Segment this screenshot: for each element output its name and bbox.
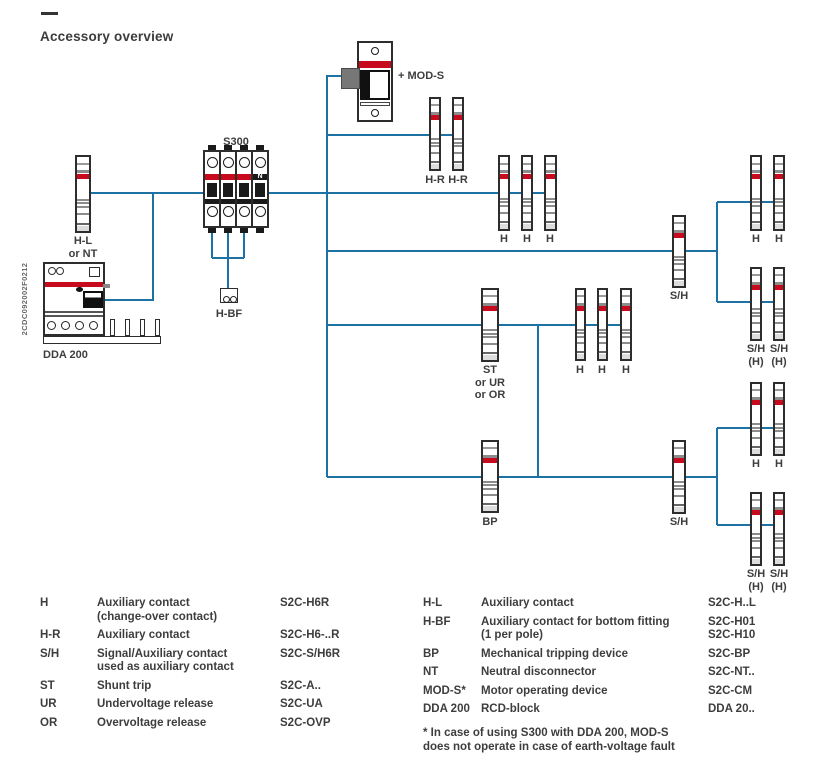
strip-h <box>773 382 785 456</box>
label-line: S/H <box>746 343 766 355</box>
indicator-circle <box>56 267 64 275</box>
toggle <box>239 183 249 197</box>
strip-shh <box>750 492 762 566</box>
terminal-circle <box>47 321 56 330</box>
legend-part-line: S2C-H10 <box>708 629 756 641</box>
legend-abbr: BP <box>423 647 439 660</box>
label-line: H-L <box>73 235 93 247</box>
terminal-circle <box>61 321 70 330</box>
s300-pole-neutral <box>251 152 267 226</box>
legend-row <box>40 629 425 643</box>
strip-h <box>750 155 762 231</box>
legend-desc-line: Overvoltage release <box>97 716 207 729</box>
label-h: H <box>752 233 760 245</box>
label-h: H <box>546 233 554 245</box>
red-band <box>221 174 235 180</box>
terminal-circle <box>207 206 218 217</box>
legend-row <box>40 698 425 712</box>
legend-row <box>423 648 808 662</box>
strip-shh <box>773 492 785 566</box>
neutral-band: N <box>253 174 267 180</box>
legend-row <box>423 666 808 680</box>
legend-part <box>708 616 808 643</box>
legend-desc <box>481 597 708 611</box>
s300-pole <box>235 152 251 226</box>
legend-desc-line: RCD-block <box>481 703 540 715</box>
component-mods <box>357 41 393 122</box>
legend-part-line: S2C-NT.. <box>708 666 755 678</box>
label-hr: H-R <box>448 174 468 186</box>
legend-row <box>40 648 425 675</box>
strip-h <box>750 382 762 456</box>
legend-row <box>423 685 808 699</box>
legend-part <box>280 717 425 731</box>
legend-part <box>280 680 425 694</box>
label-s300: S300 <box>223 136 249 148</box>
strip-h <box>498 155 510 231</box>
legend-abbr: H-R <box>40 629 61 641</box>
legend-row <box>40 597 425 624</box>
legend-part <box>280 629 425 643</box>
label-line: (H) <box>771 355 787 368</box>
label-h: H <box>500 233 508 245</box>
legend-part <box>280 648 425 662</box>
label-line: or OR <box>474 389 506 401</box>
label-hr: H-R <box>425 174 445 186</box>
label-sh: S/H <box>669 290 689 302</box>
legend-desc <box>97 597 280 624</box>
footnote-line: does not operate in case of earth-voltage fault <box>423 740 675 753</box>
label-line: or NT <box>68 247 98 260</box>
screw-circle <box>371 47 379 55</box>
legend-abbr: UR <box>40 698 57 710</box>
terminal-circle <box>75 321 84 330</box>
red-band <box>237 174 251 180</box>
label-line: ST <box>482 364 498 376</box>
strip-h <box>575 288 586 361</box>
indicator-circle <box>48 267 56 275</box>
legend-row <box>423 597 808 611</box>
label-h: H <box>775 233 783 245</box>
legend-row <box>40 717 425 731</box>
legend-abbr: NT <box>423 666 439 678</box>
legend-desc-line: Auxiliary contact <box>97 629 190 641</box>
label-st <box>465 364 515 402</box>
busbar-pin <box>110 319 115 336</box>
component-dda200 <box>43 262 105 336</box>
strip-h <box>597 288 608 361</box>
legend-desc-line: Signal/Auxiliary contact <box>97 647 228 660</box>
terminal-circle <box>255 157 266 168</box>
legend-left <box>40 597 425 735</box>
pole-mid-band <box>221 199 235 204</box>
legend-desc <box>481 685 708 699</box>
legend-part <box>708 666 808 680</box>
pole-mid-band <box>253 199 267 204</box>
strip-h <box>620 288 632 361</box>
label-sh: S/H <box>669 516 689 528</box>
legend-part <box>280 597 425 611</box>
legend-footnote <box>423 726 808 754</box>
terminal-circle <box>255 206 266 217</box>
legend-desc-line: Motor operating device <box>481 684 608 697</box>
label-h: H <box>622 364 630 376</box>
label-line: (H) <box>748 355 764 368</box>
label-hl <box>58 235 108 260</box>
legend-desc <box>97 717 280 731</box>
label-h: H <box>752 458 760 470</box>
strip-sh <box>672 215 686 288</box>
legend-part-line: S2C-A.. <box>280 679 321 692</box>
toggle <box>207 183 217 197</box>
legend-row <box>423 703 808 717</box>
terminal-circle <box>239 157 250 168</box>
body-line <box>45 315 103 317</box>
legend-part-line: S2C-CM <box>708 684 753 697</box>
eye-symbol <box>76 287 83 292</box>
label-bp: BP <box>482 516 498 528</box>
busbar-pin <box>140 319 145 336</box>
s300-pole <box>205 152 219 226</box>
legend-part-line: S2C-BP <box>708 647 751 660</box>
busbar-pin <box>125 319 130 336</box>
strip-hl <box>75 155 91 233</box>
coupling-pin <box>103 284 110 288</box>
strip-h <box>544 155 557 231</box>
toggle <box>255 183 265 197</box>
legend-desc-line: Shunt trip <box>97 679 152 692</box>
label-dda: DDA 200 <box>43 349 88 361</box>
legend-desc-line: Auxiliary contact for bottom fitting <box>481 615 670 628</box>
legend-desc-line: (1 per pole) <box>481 629 543 641</box>
legend-abbr: H-L <box>423 597 443 609</box>
strip-shh <box>750 267 762 341</box>
label-shh <box>761 343 797 368</box>
legend-row <box>40 680 425 694</box>
strip-shh <box>773 267 785 341</box>
legend-desc <box>481 648 708 662</box>
document-code: 2CDC092002F0212 <box>20 262 29 336</box>
legend-abbr: S/H <box>40 647 60 660</box>
legend-part-line: S2C-H01 <box>708 615 756 628</box>
legend-part-line: S2C-UA <box>280 698 323 710</box>
pole-mid-band <box>237 199 251 204</box>
page-title: Accessory overview <box>40 29 174 44</box>
legend-part-line: S2C-H6-..R <box>280 629 340 641</box>
legend-row <box>423 616 808 643</box>
legend-desc-line: Undervoltage release <box>97 698 214 710</box>
legend-part-line: DDA 20.. <box>708 703 755 715</box>
test-window <box>89 267 100 277</box>
pole-tab <box>224 228 232 233</box>
footnote-line: * In case of using S300 with DDA 200, MOD-S <box>423 726 669 739</box>
component-hbf <box>220 288 238 303</box>
legend-desc-line: used as auxiliary contact <box>97 661 234 673</box>
label-h: H <box>523 233 531 245</box>
legend-abbr: H <box>40 597 49 609</box>
legend-desc <box>97 629 280 643</box>
strip-h <box>521 155 533 231</box>
legend-desc-line: Auxiliary contact <box>97 597 190 609</box>
legend-desc <box>97 648 280 675</box>
body-line <box>45 311 103 313</box>
s300-pole <box>219 152 235 226</box>
legend-abbr: H-BF <box>423 615 451 628</box>
label-line: or UR <box>475 376 505 389</box>
device-window <box>360 70 390 100</box>
terminal-circle <box>230 296 237 303</box>
legend-desc-line: Mechanical tripping device <box>481 647 628 660</box>
legend-abbr: DDA 200 <box>423 703 470 715</box>
legend-part <box>280 698 425 712</box>
strip-hr <box>452 97 464 171</box>
legend-right <box>423 597 808 754</box>
strip-h <box>773 155 785 231</box>
label-hbf: H-BF <box>215 308 243 320</box>
connector-plug <box>341 68 360 89</box>
legend-desc-line: Neutral disconnector <box>481 666 597 678</box>
component-s300 <box>203 150 269 228</box>
label-h: H <box>598 364 606 376</box>
terminal-circle <box>239 206 250 217</box>
label-mods: + MOD-S <box>398 70 445 82</box>
legend-desc <box>481 666 708 680</box>
strip-hr <box>429 97 441 171</box>
legend-part <box>708 648 808 662</box>
legend-desc-line: Auxiliary contact <box>481 597 574 609</box>
terminal-circle <box>207 157 218 168</box>
base-plate <box>43 336 161 344</box>
legend-desc <box>97 680 280 694</box>
legend-part-line: S2C-S/H6R <box>280 647 341 660</box>
legend-desc-line: (change-over contact) <box>97 610 218 623</box>
strip-st <box>481 288 499 362</box>
label-line: (H) <box>748 580 764 593</box>
pole-tab <box>240 228 248 233</box>
red-band <box>359 61 391 68</box>
legend-part-line: S2C-OVP <box>280 716 331 729</box>
legend-part <box>708 685 808 699</box>
legend-part-line: S2C-H6R <box>280 597 330 609</box>
label-shh <box>761 568 797 593</box>
label-line: S/H <box>746 568 766 580</box>
legend-desc <box>97 698 280 712</box>
terminal-circle <box>89 321 98 330</box>
toggle <box>223 183 233 197</box>
terminal-circle <box>223 157 234 168</box>
pole-mid-band <box>205 199 219 204</box>
coupling-mechanism <box>83 291 103 308</box>
legend-desc <box>481 703 708 717</box>
legend-abbr: MOD-S* <box>423 684 466 697</box>
pole-tab <box>256 228 264 233</box>
legend-desc <box>481 616 708 643</box>
screw-circle <box>371 109 379 117</box>
red-band <box>205 174 219 180</box>
strip-sh <box>672 440 686 514</box>
red-band <box>45 282 103 287</box>
busbar-pin <box>155 319 160 336</box>
strip-bp <box>481 440 499 513</box>
legend-part <box>708 703 808 717</box>
terminal-circle <box>223 206 234 217</box>
label-line: S/H <box>769 568 789 580</box>
body-line <box>360 102 390 106</box>
label-line: S/H <box>769 343 789 355</box>
pole-tab <box>208 228 216 233</box>
legend-part-line: S2C-H..L <box>708 597 756 609</box>
legend-part <box>708 597 808 611</box>
label-h: H <box>576 364 584 376</box>
legend-abbr: ST <box>40 679 55 692</box>
label-h: H <box>775 458 783 470</box>
label-line: (H) <box>771 580 787 593</box>
terminal-circle <box>223 296 230 303</box>
legend-abbr: OR <box>40 716 58 729</box>
